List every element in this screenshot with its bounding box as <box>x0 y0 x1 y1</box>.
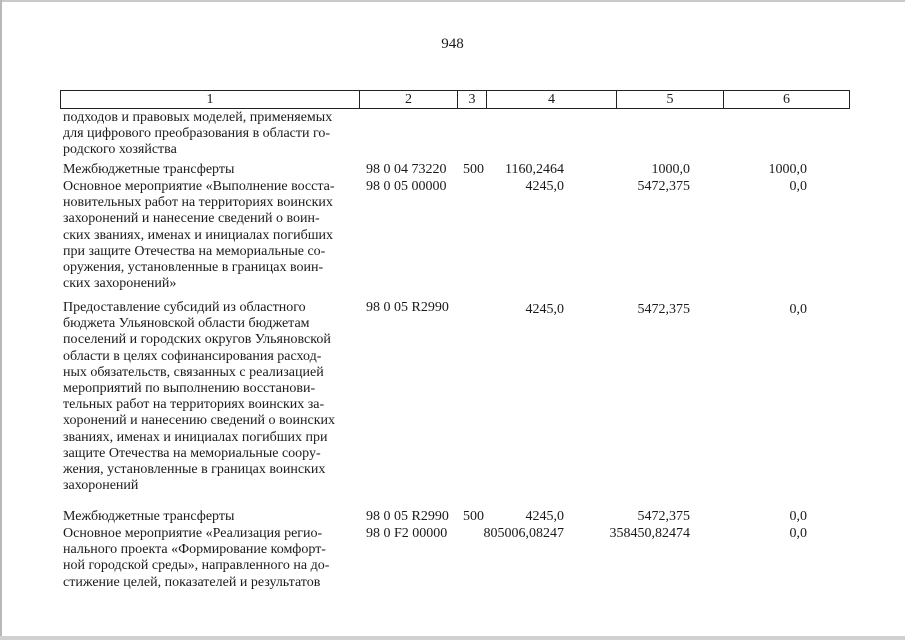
scan-edge-top <box>0 0 905 2</box>
row-value-col5: 5472,375 <box>637 302 690 317</box>
row-value-col5: 1000,0 <box>651 162 690 177</box>
column-header-2: 2 <box>405 92 412 107</box>
row-value-col4: 4245,0 <box>525 179 564 194</box>
row-value-col4: 805006,08247 <box>483 526 564 541</box>
row-value-col4: 4245,0 <box>525 509 564 524</box>
row-vr: 500 <box>463 509 484 524</box>
row-name: подходов и правовых моделей, применяемых для цифрового преобразования в области го- родского хозяйства <box>63 110 333 158</box>
scan-edge-bottom <box>0 636 905 640</box>
row-vr: 500 <box>463 162 484 177</box>
column-header-1: 1 <box>206 92 214 107</box>
row-name: Предоставление субсидий из областного бюджета Ульяновской области бюджетам поселений и городских округов Ульяновской области в целях софинансирования расход- ных обязательств, связанных с реализацией мероприятий по выполнению восстанови- тельных работ на территориях воинских за- хоронений и нанесению сведений о воинских званиях, именах и инициалах погибших при защите Отечества на мемориальные соору- жения, установленные в границах воинских захоронений <box>63 300 336 494</box>
row-value-col5: 5472,375 <box>637 179 690 194</box>
column-header-4: 4 <box>548 92 555 107</box>
row-code: 98 0 05 R2990 <box>366 509 449 524</box>
row-value-col5: 358450,82474 <box>609 526 690 541</box>
row-name: Основное мероприятие «Выполнение восста- новительных работ на территориях воинских захоронений и нанесение сведений о воин- ских званиях, именах и инициалах погибших при защите Отечества на мемориальные со- оружения, установленные в границах воин- ских захоронений» <box>63 179 335 292</box>
column-header-6: 6 <box>783 92 790 107</box>
table-header-row <box>60 90 850 109</box>
row-name: Межбюджетные трансферты <box>63 509 235 524</box>
row-value-col4: 4245,0 <box>525 302 564 317</box>
row-value-col6: 1000,0 <box>768 162 807 177</box>
row-code: 98 0 05 00000 <box>366 179 447 194</box>
row-name: Основное мероприятие «Реализация регио- нального проекта «Формирование комфорт- ной городской среды», направленного на до- стижение целей, показателей и результатов <box>63 526 330 590</box>
row-value-col6: 0,0 <box>789 302 807 317</box>
row-value-col6: 0,0 <box>789 509 807 524</box>
row-value-col6: 0,0 <box>789 179 807 194</box>
row-value-col5: 5472,375 <box>637 509 690 524</box>
row-code: 98 0 05 R2990 <box>366 300 449 315</box>
row-value-col6: 0,0 <box>789 526 807 541</box>
scan-edge-left <box>0 0 2 640</box>
row-value-col4: 1160,2464 <box>505 162 564 177</box>
row-code: 98 0 F2 00000 <box>366 526 448 541</box>
row-code: 98 0 04 73220 <box>366 162 447 177</box>
column-header-5: 5 <box>666 92 674 107</box>
column-header-3: 3 <box>468 92 476 107</box>
page-number: 948 <box>441 36 464 52</box>
row-name: Межбюджетные трансферты <box>63 162 235 177</box>
